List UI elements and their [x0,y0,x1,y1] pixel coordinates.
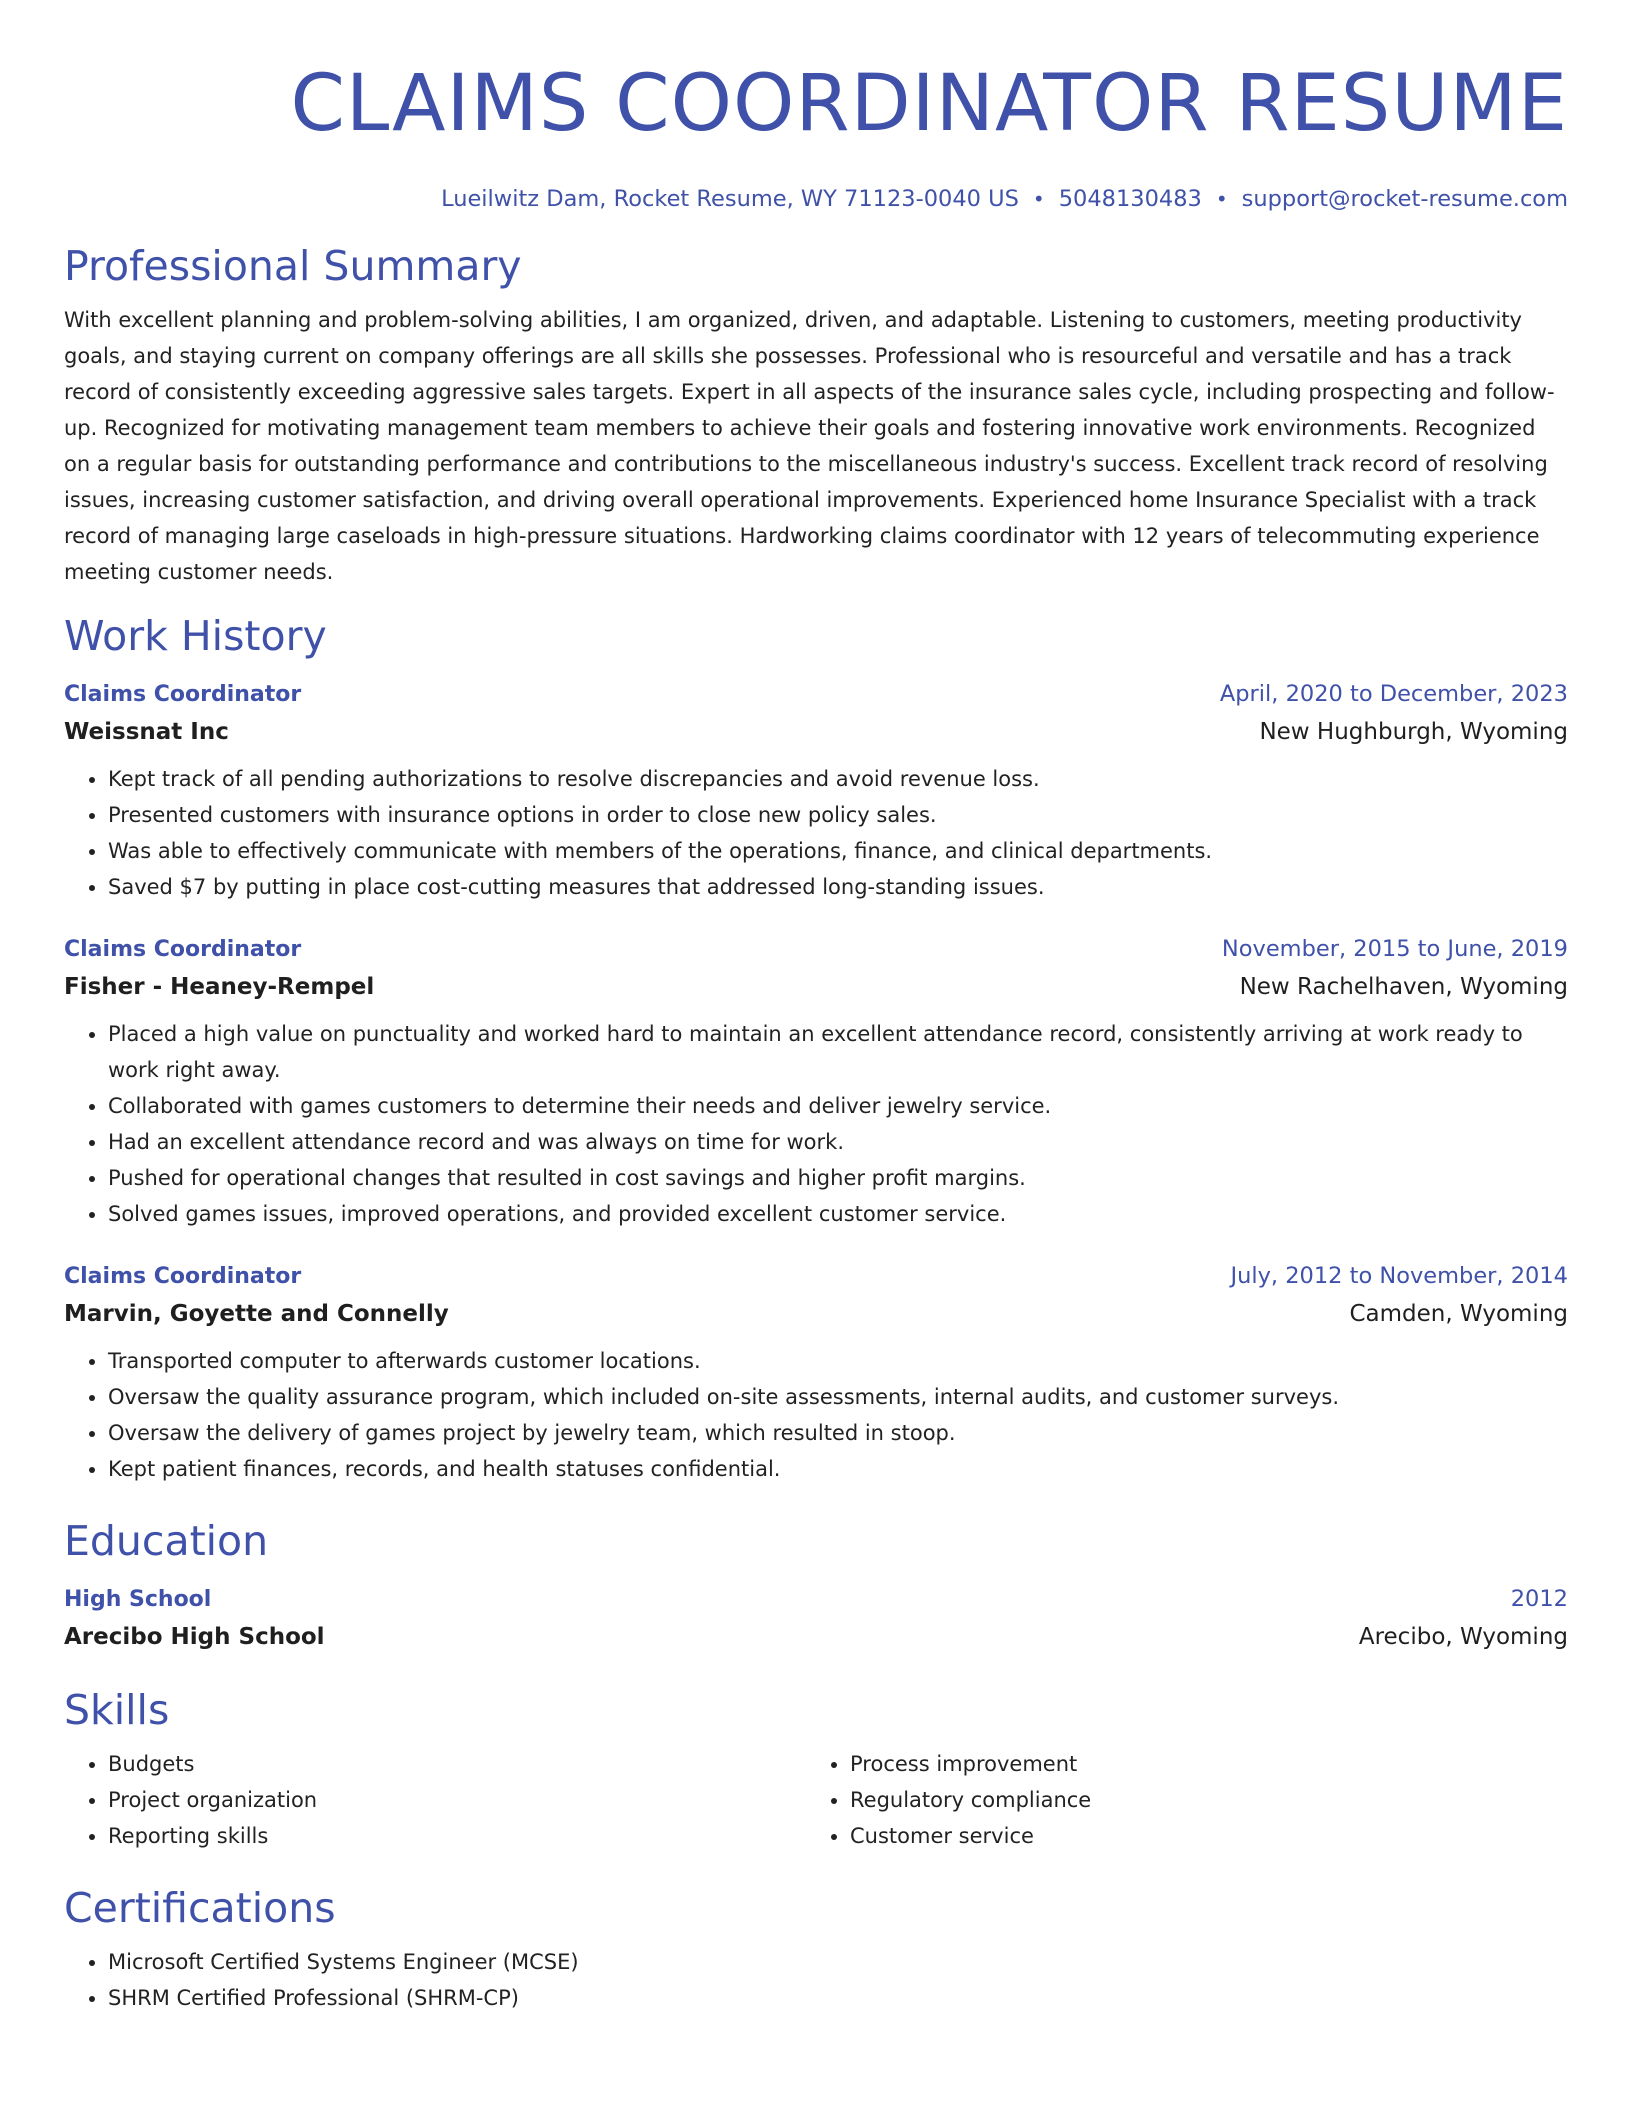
job-entry [64,931,1568,1232]
job-bullet: • Oversaw the quality assurance program, which included on-site assessments, internal audits, and customer surveys. [108,1379,1568,1415]
job-bullet: • Oversaw the delivery of games project by jewelry team, which resulted in stoop. [108,1415,1568,1451]
job-bullet: • Pushed for operational changes that resulted in cost savings and higher profit margins. [108,1160,1568,1196]
job-bullet: • Collaborated with games customers to determine their needs and deliver jewelry service. [108,1088,1568,1124]
contact-email[interactable]: support@rocket-resume.com [1241,186,1568,212]
skills-section [64,1684,1568,1854]
education-heading: Education [64,1517,269,1565]
job-bullet: • Saved $7 by putting in place cost-cutting measures that addressed long-standing issues. [108,869,1568,905]
education-location: Arecibo, Wyoming [1358,1624,1568,1650]
contact-address: Lueilwitz Dam, Rocket Resume, WY 71123-0040 US [441,186,1019,212]
education-school: Arecibo High School [64,1624,325,1650]
skill-item: • Budgets [108,1746,806,1782]
job-title: Claims Coordinator [64,1264,302,1289]
job-employer: Fisher - Heaney-Rempel [64,974,375,1000]
skills-grid [64,1746,1568,1854]
certifications-heading: Certifications [64,1884,336,1932]
job-bullet: • Kept patient finances, records, and health statuses confidential. [108,1451,1568,1487]
job-bullet: • Solved games issues, improved operations, and provided excellent customer service. [108,1196,1568,1232]
skill-item: • Customer service [850,1818,1548,1854]
certifications-list [64,1944,1568,2016]
work-history-section [64,610,1568,1487]
contact-line [64,184,1568,214]
work-history-heading: Work History [64,612,327,660]
job-bullet: • Transported computer to afterwards customer locations. [108,1343,1568,1379]
skills-column-left [64,1746,806,1854]
summary-section [64,240,1568,590]
certifications-section [64,1882,1568,2016]
job-employer: Weissnat Inc [64,719,229,745]
job-bullet: • Had an excellent attendance record and was always on time for work. [108,1124,1568,1160]
certification-item: • Microsoft Certified Systems Engineer (MCSE) [108,1944,1568,1980]
certification-item: • SHRM Certified Professional (SHRM-CP) [108,1980,1568,2016]
summary-text: With excellent planning and problem-solving abilities, I am organized, driven, and adaptable. Listening to customers, meeting productivity goals, and staying current on company offerings are all skills she possesses. Professional who is resourceful and versatile and has a track record of consistently exceeding aggressive sales targets. Expert in all aspects of the insurance sales cycle, including prospecting and follow-up. Recognized for motivating management team members to achieve their goals and fostering innovative work environments. Recognized on a regular basis for outstanding performance and contributions to the miscellaneous industry's success. Excellent track record of resolving issues, increasing customer satisfaction, and driving overall operational improvements. Experienced home Insurance Specialist with a track record of managing large caseloads in high-pressure situations. Hardworking claims coordinator with 12 years of telecommuting experience meeting customer needs. [64,308,1555,584]
job-bullet: • Kept track of all pending authorizations to resolve discrepancies and avoid revenue loss. [108,761,1568,797]
contact-phone: 5048130483 [1058,186,1202,212]
job-bullets [64,1343,1568,1487]
job-bullets [64,1016,1568,1232]
job-bullets [64,761,1568,905]
job-entry [64,1258,1568,1487]
education-year: 2012 [1510,1586,1568,1612]
job-dates: April, 2020 to December, 2023 [1219,681,1568,707]
education-degree: High School [64,1587,212,1612]
job-bullet: • Presented customers with insurance options in order to close new policy sales. [108,797,1568,833]
education-entry [64,1581,1568,1656]
job-dates: November, 2015 to June, 2019 [1221,936,1568,962]
job-location: New Hughburgh, Wyoming [1259,719,1568,745]
skill-item: • Regulatory compliance [850,1782,1548,1818]
education-section [64,1515,1568,1656]
skills-column-right [806,1746,1548,1854]
job-title: Claims Coordinator [64,682,302,707]
skill-item: • Process improvement [850,1746,1548,1782]
resume-title: CLAIMS COORDINATOR RESUME [290,59,1568,149]
skill-item: • Reporting skills [108,1818,806,1854]
job-bullet: • Placed a high value on punctuality and worked hard to maintain an excellent attendance record, consistently arriving at work ready to work right away. [108,1016,1568,1088]
job-title: Claims Coordinator [64,937,302,962]
job-entry [64,676,1568,905]
contact-separator: • [1215,187,1228,211]
job-bullet: • Was able to effectively communicate with members of the operations, finance, and clinical departments. [108,833,1568,869]
job-employer: Marvin, Goyette and Connelly [64,1301,449,1327]
summary-heading: Professional Summary [64,242,522,290]
skill-item: • Project organization [108,1782,806,1818]
job-dates: July, 2012 to November, 2014 [1230,1263,1568,1289]
skills-heading: Skills [64,1686,170,1734]
contact-separator: • [1032,187,1045,211]
job-location: New Rachelhaven, Wyoming [1239,974,1568,1000]
job-location: Camden, Wyoming [1349,1301,1568,1327]
